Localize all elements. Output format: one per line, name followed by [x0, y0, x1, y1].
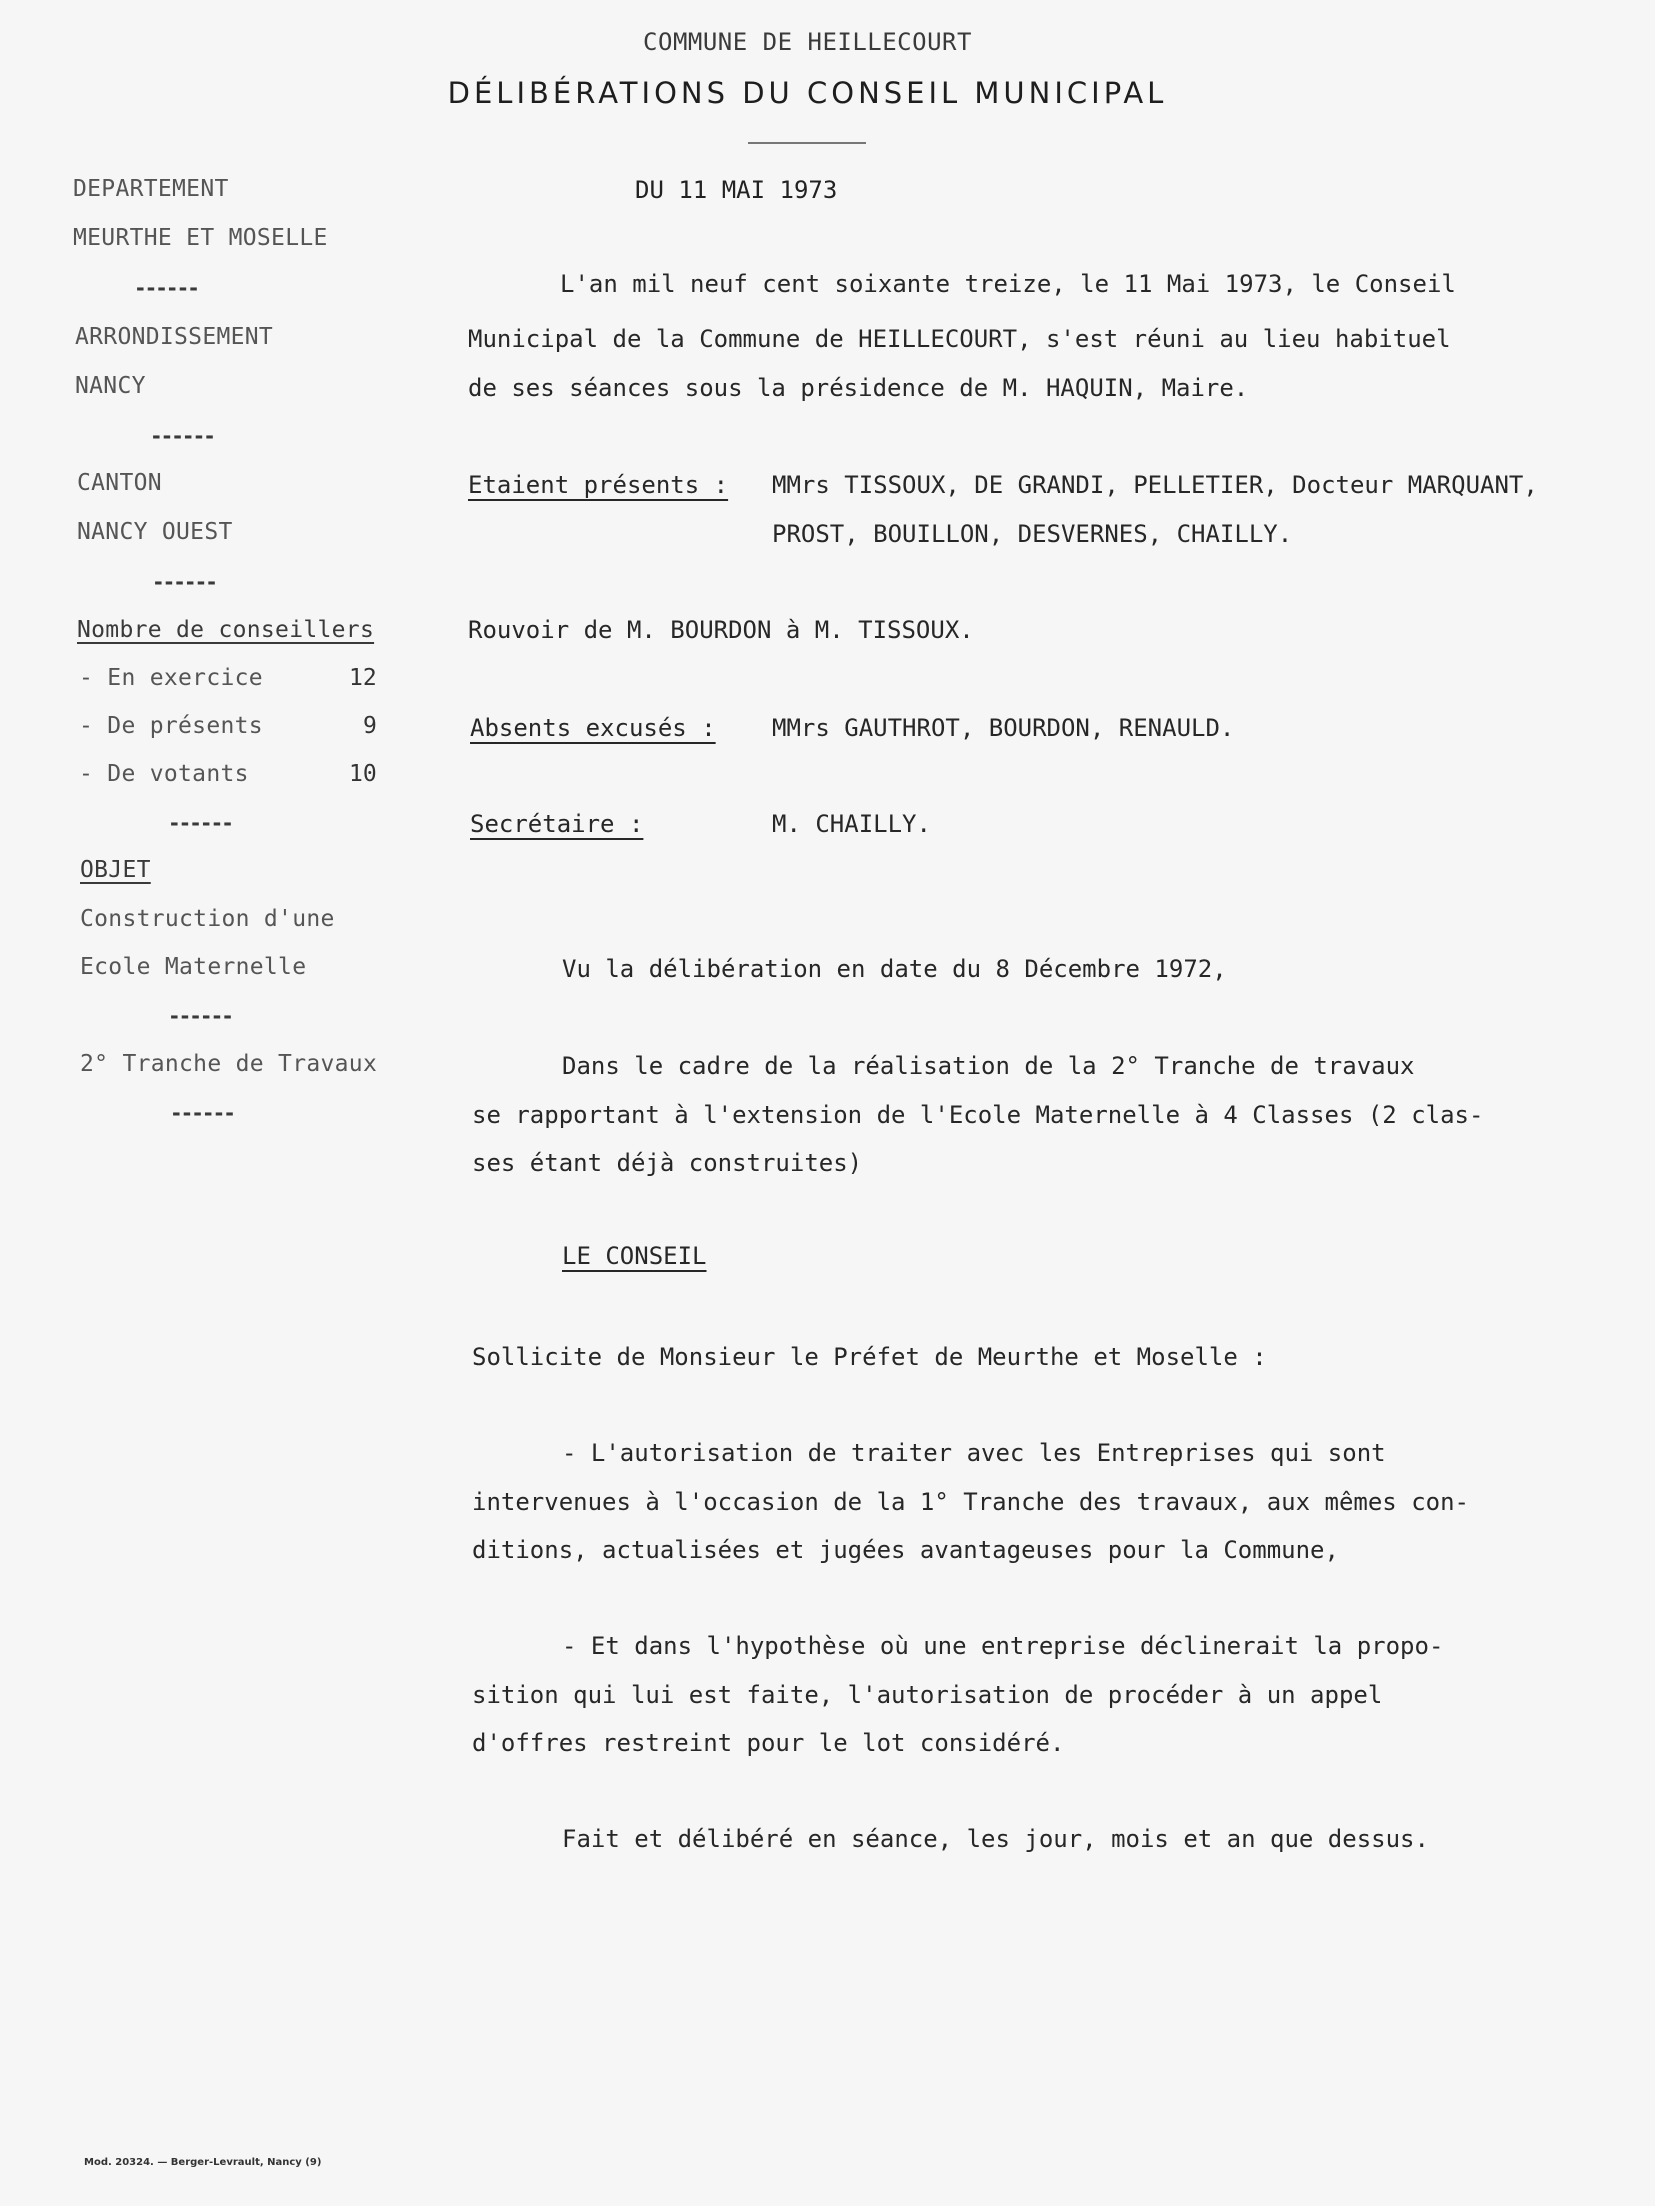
item-2-line: - Et dans l'hypothèse où une entreprise déclinerait la propo- [562, 1632, 1444, 1660]
meeting-date: DU 11 MAI 1973 [635, 176, 838, 204]
intro-line: de ses séances sous la présidence de M. HAQUIN, Maire. [468, 374, 1249, 402]
printer-imprint: Mod. 20324. — Berger-Levrault, Nancy (9) [84, 2157, 322, 2168]
le-conseil-heading: LE CONSEIL [562, 1242, 707, 1270]
item-1-line: intervenues à l'occasion de la 1° Tranche des travaux, aux mêmes con- [472, 1488, 1469, 1516]
objet-line-1: Construction d'une [80, 906, 335, 932]
document-title: DÉLIBÉRATIONS DU CONSEIL MUNICIPAL [447, 76, 1168, 110]
separator: ------ [150, 424, 214, 448]
en-exercice-label: - En exercice [79, 665, 263, 691]
presents-label: - De présents [79, 713, 263, 739]
cadre-line: ses étant déjà construites) [472, 1149, 863, 1177]
canton-label: CANTON [77, 470, 162, 496]
arrondissement-label: ARRONDISSEMENT [75, 324, 274, 350]
item-1-line: ditions, actualisées et jugées avantageuses pour la Commune, [472, 1536, 1339, 1564]
canton-value: NANCY OUEST [77, 519, 233, 545]
separator: ------ [168, 811, 232, 835]
absents-value: MMrs GAUTHROT, BOURDON, RENAULD. [772, 714, 1235, 742]
cadre-line: Dans le cadre de la réalisation de la 2° Tranche de travaux [562, 1052, 1415, 1080]
secretaire-value: M. CHAILLY. [772, 810, 931, 838]
separator: ------ [168, 1004, 232, 1028]
presents-value: 9 [363, 713, 377, 739]
item-1-line: - L'autorisation de traiter avec les Entreprises qui sont [562, 1439, 1386, 1467]
tranche-label: 2° Tranche de Travaux [80, 1051, 378, 1077]
closing-line: Fait et délibéré en séance, les jour, mois et an que dessus. [562, 1825, 1429, 1853]
presents-line: PROST, BOUILLON, DESVERNES, CHAILLY. [772, 520, 1293, 548]
objet-line-2: Ecole Maternelle [80, 954, 307, 980]
votants-value: 10 [349, 761, 377, 787]
conseillers-heading: Nombre de conseillers [77, 617, 375, 643]
separator: ------ [134, 276, 198, 300]
absents-heading: Absents excusés : [470, 714, 716, 742]
sollicite-line: Sollicite de Monsieur le Préfet de Meurthe et Moselle : [472, 1343, 1267, 1371]
departement-label: DEPARTEMENT [73, 176, 229, 202]
intro-line: L'an mil neuf cent soixante treize, le 11 Mai 1973, le Conseil [560, 270, 1456, 298]
vu-line: Vu la délibération en date du 8 Décembre 1972, [562, 955, 1227, 983]
en-exercice-value: 12 [349, 665, 377, 691]
item-2-line: d'offres restreint pour le lot considéré. [472, 1729, 1065, 1757]
item-2-line: sition qui lui est faite, l'autorisation de procéder à un appel [472, 1681, 1383, 1709]
separator: ------ [152, 570, 216, 594]
arrondissement-value: NANCY [75, 373, 146, 399]
presents-heading: Etaient présents : [468, 471, 729, 499]
votants-label: - De votants [79, 761, 249, 787]
separator: ------ [170, 1101, 234, 1125]
objet-heading: OBJET [80, 857, 151, 883]
departement-value: MEURTHE ET MOSELLE [73, 225, 328, 251]
presents-line: MMrs TISSOUX, DE GRANDI, PELLETIER, Docteur MARQUANT, [772, 471, 1538, 499]
intro-line: Municipal de la Commune de HEILLECOURT, s'est réuni au lieu habituel [468, 325, 1451, 353]
pouvoir-line: Rouvoir de M. BOURDON à M. TISSOUX. [468, 616, 974, 644]
header-divider [748, 142, 866, 144]
secretaire-heading: Secrétaire : [470, 810, 644, 838]
cadre-line: se rapportant à l'extension de l'Ecole Maternelle à 4 Classes (2 clas- [472, 1101, 1484, 1129]
commune-title: COMMUNE DE HEILLECOURT [643, 28, 972, 56]
